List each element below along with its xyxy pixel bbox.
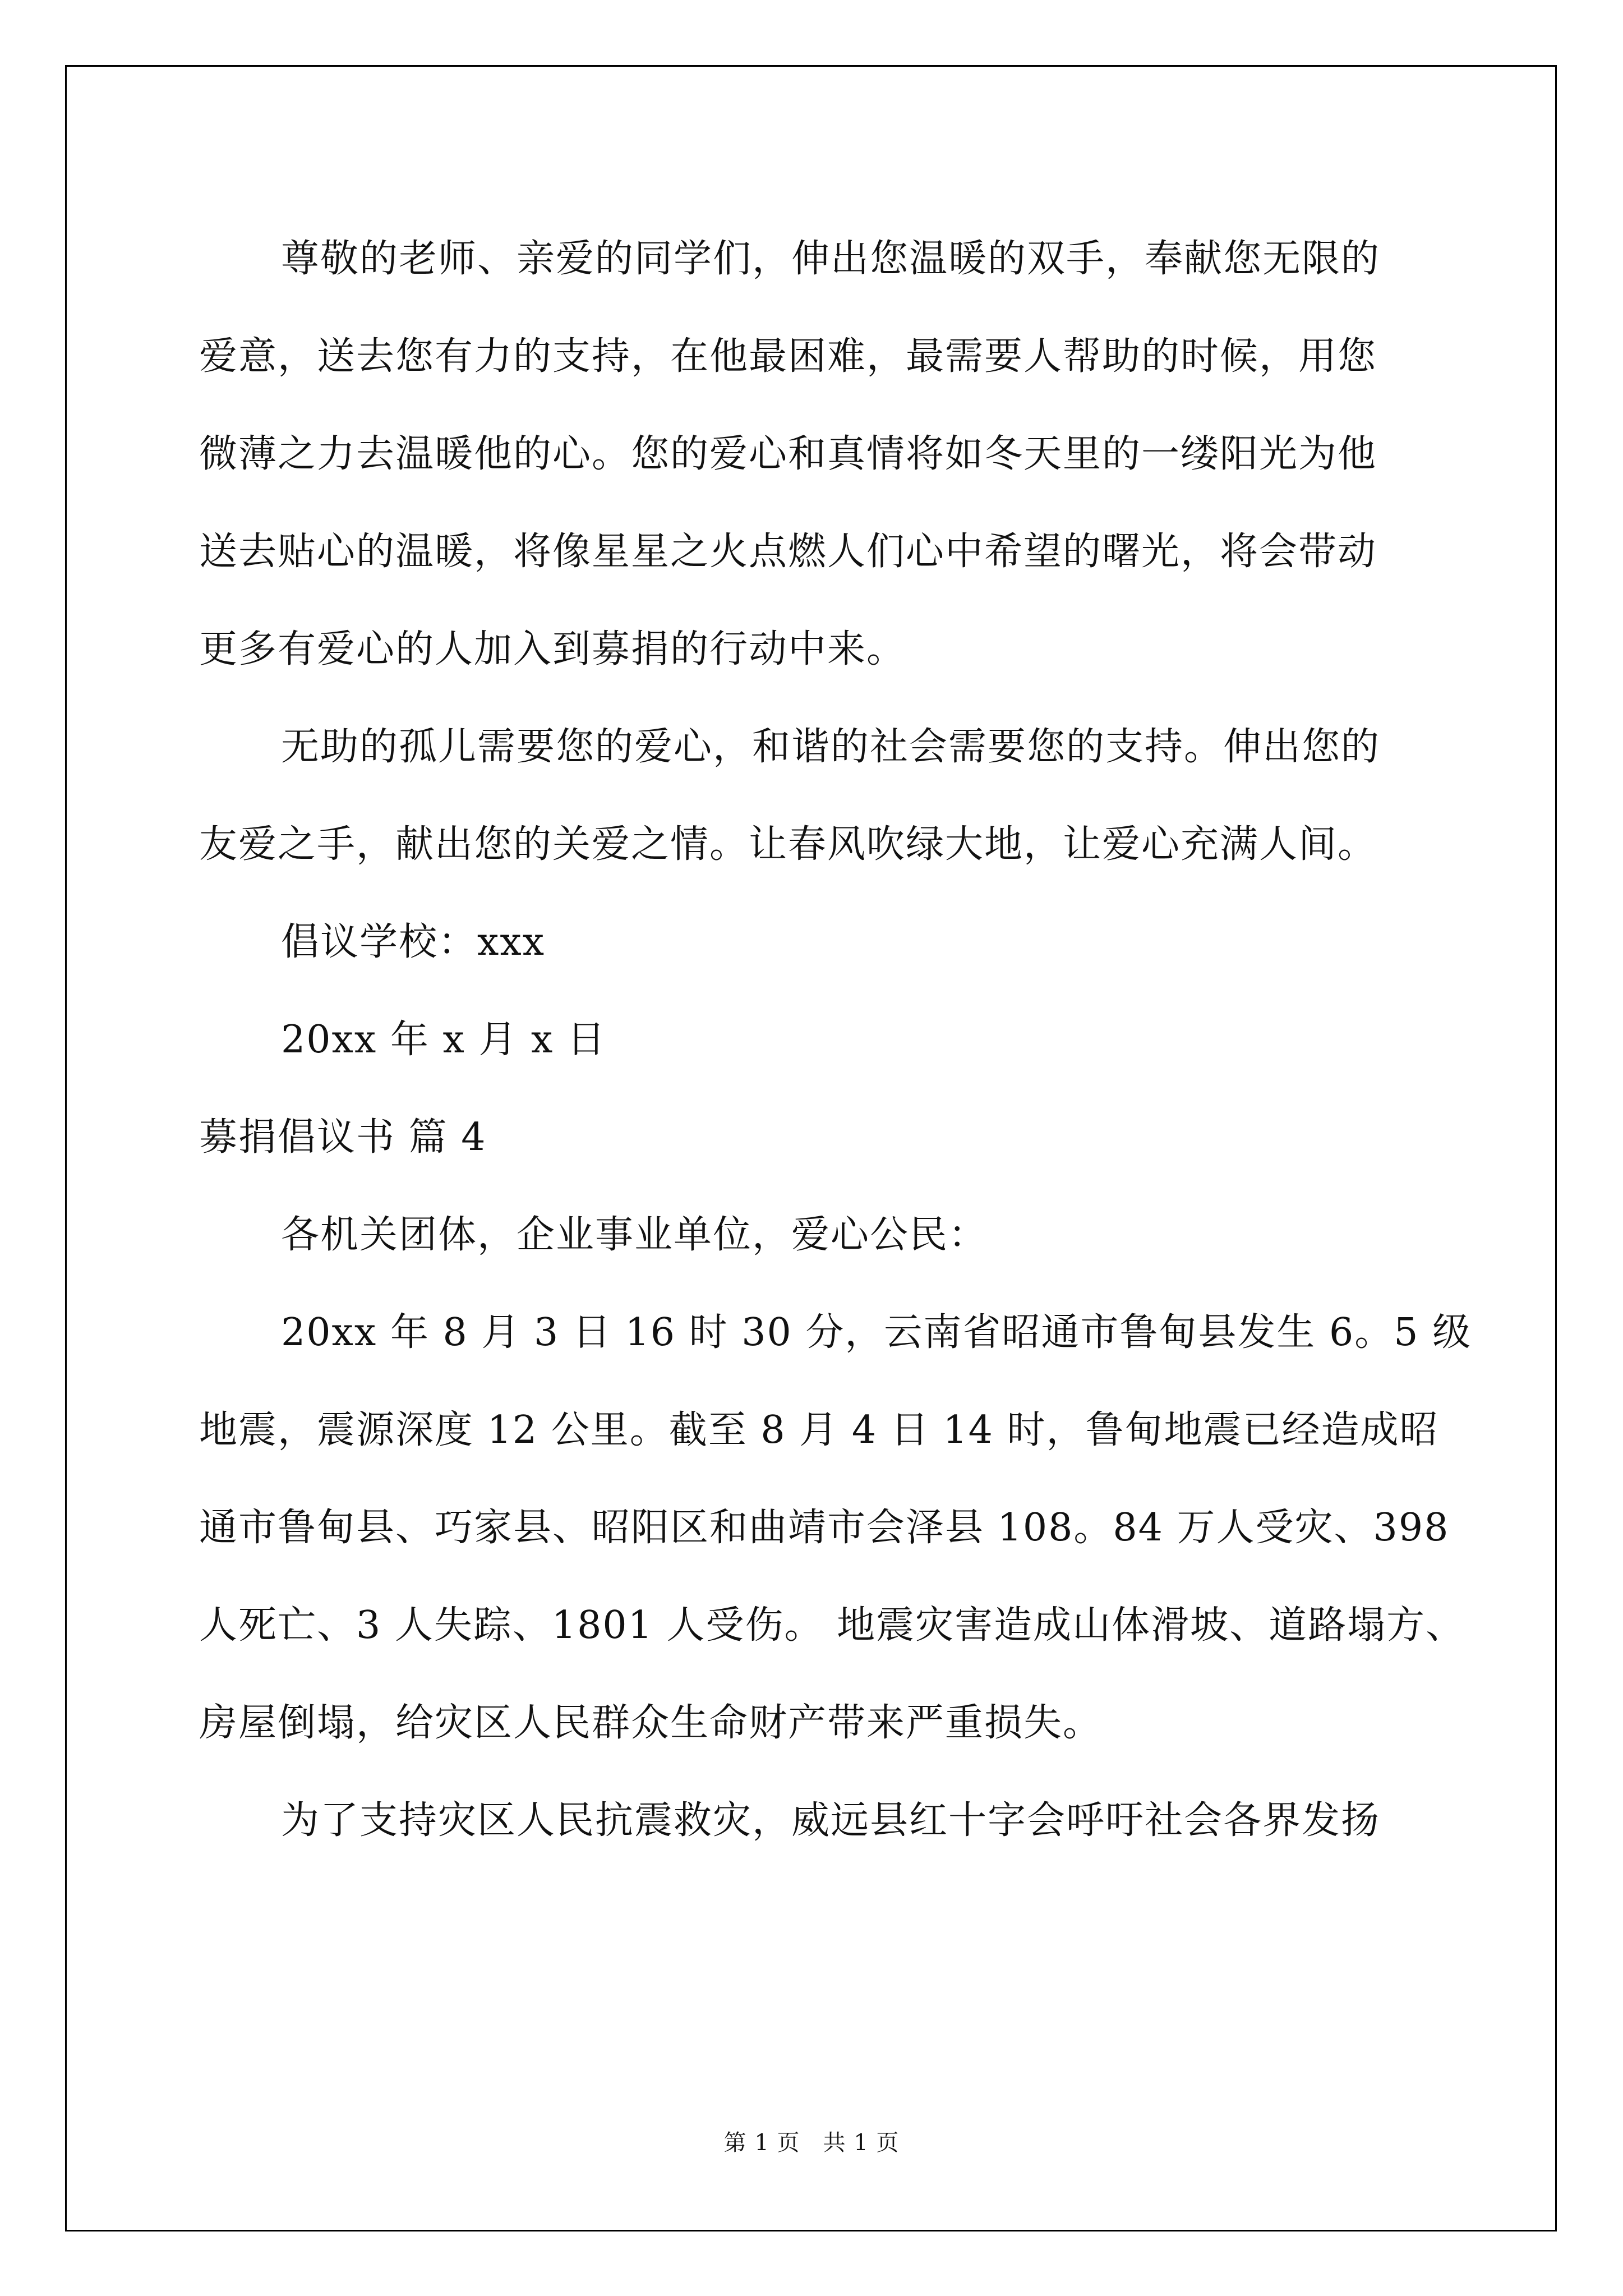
text-line: 更多有爱心的人加入到募捐的行动中来。 [199,627,906,671]
paragraph-support [199,1772,1427,1870]
text-line: 无助的孤儿需要您的爱心，和谐的社会需要您的支持。伸出您的 [281,725,1381,769]
text-line: 爱意，送去您有力的支持，在他最困难，最需要人帮助的时候，用您 [199,334,1377,379]
page-number: 第 1 页 [723,2130,800,2156]
signature-date [199,991,1427,1089]
text-line: 地震，震源深度 12 公里。截至 8 月 4 日 14 时，鲁甸地震已经造成昭 [199,1408,1439,1452]
text-line: 20xx 年 8 月 3 日 16 时 30 分，云南省昭通市鲁甸县发生 6。5 级 [281,1310,1472,1355]
signature-school [199,894,1427,991]
text-line: 房屋倒塌，给灾区人民群众生命财产带来严重损失。 [199,1701,1103,1745]
salutation [199,1186,1427,1284]
text-line: 人死亡、3 人失踪、1801 人受伤。 地震灾害造成山体滑坡、道路塌方、 [199,1603,1465,1648]
text-line: 友爱之手，献出您的关爱之情。让春风吹绿大地，让爱心充满人间。 [199,822,1377,867]
text-line: 各机关团体，企业事业单位，爱心公民： [281,1213,988,1257]
text-line: 20xx 年 x 月 x 日 [281,1018,607,1062]
text-line: 尊敬的老师、亲爱的同学们，伸出您温暖的双手，奉献您无限的 [281,237,1381,281]
text-line: 倡议学校：xxx [281,920,546,964]
page-total: 共 1 页 [823,2130,900,2156]
text-line: 为了支持灾区人民抗震救灾，威远县红十字会呼吁社会各界发扬 [281,1798,1381,1843]
document-body [199,210,1472,1870]
paragraph-orphans [199,698,1427,894]
paragraph-appeal [199,210,1427,698]
text-line: 送去贴心的温暖，将像星星之火点燃人们心中希望的曙光，将会带动 [199,530,1377,574]
text-line: 募捐倡议书 篇 4 [199,1115,487,1159]
paragraph-earthquake [199,1284,1472,1772]
text-line: 微薄之力去温暖他的心。您的爱心和真情将如冬天里的一缕阳光为他 [199,432,1377,476]
page-footer [0,2129,1623,2157]
section-heading [199,1089,1427,1186]
text-line: 通市鲁甸县、巧家县、昭阳区和曲靖市会泽县 108。84 万人受灾、398 [199,1506,1450,1550]
